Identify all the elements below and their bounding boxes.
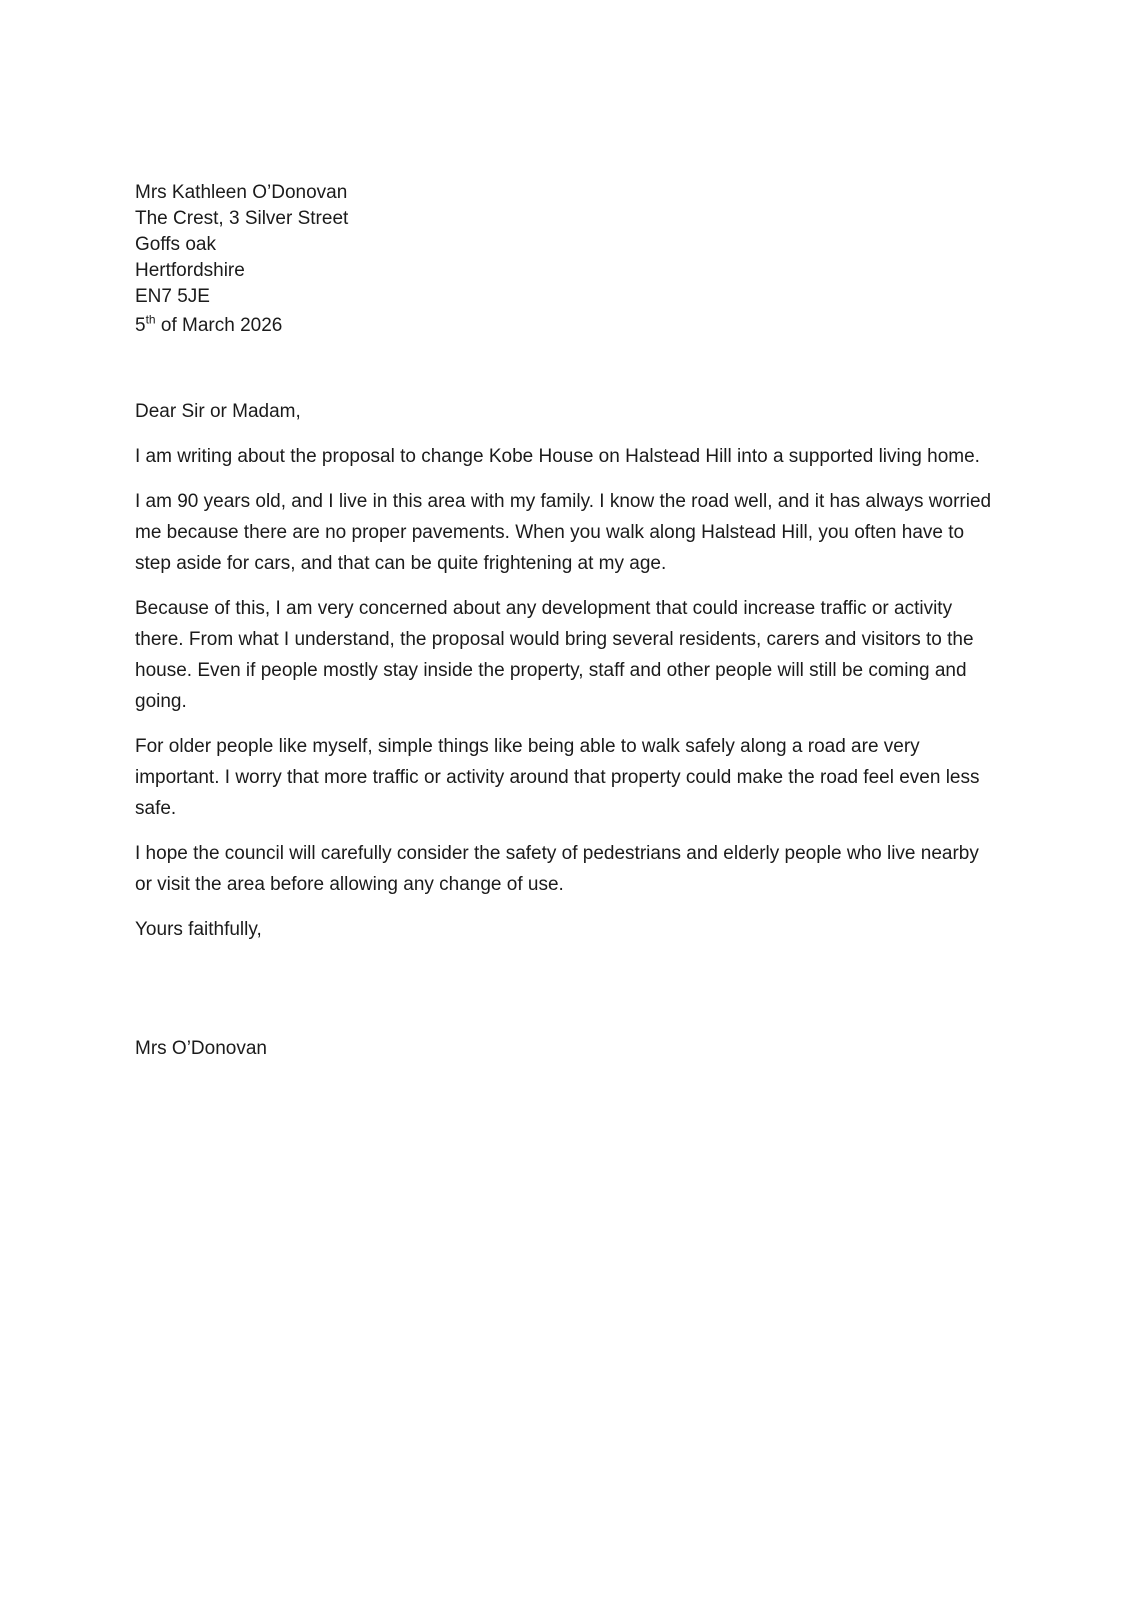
date-ordinal-suffix: th bbox=[145, 312, 156, 327]
sender-county: Hertfordshire bbox=[135, 260, 245, 281]
letter-content bbox=[135, 180, 997, 1064]
closing-phrase: Yours faithfully, bbox=[135, 919, 262, 940]
body-paragraph-1: I am writing about the proposal to change Kobe House on Halstead Hill into a supported living home. bbox=[135, 446, 980, 467]
body-paragraph-3: Because of this, I am very concerned about any development that could increase traffic or activity there. From what I understand, the proposal would bring several residents, carers and visitors to the house. Even if people mostly stay inside the property, staff and other people will still be coming and going. bbox=[135, 598, 974, 712]
body-paragraph-2: I am 90 years old, and I live in this area with my family. I know the road well, and it has always worried me because there are no proper pavements. When you walk along Halstead Hill, you often have to step aside for cars, and that can be quite frightening at my age. bbox=[135, 491, 992, 574]
sender-postcode: EN7 5JE bbox=[135, 286, 210, 307]
salutation: Dear Sir or Madam, bbox=[135, 401, 301, 422]
sender-address-block bbox=[135, 180, 997, 310]
signature-name: Mrs O’Donovan bbox=[135, 1038, 267, 1059]
letter-date bbox=[135, 312, 997, 340]
sender-town: Goffs oak bbox=[135, 234, 216, 255]
body-paragraph-5: I hope the council will carefully consider the safety of pedestrians and elderly people who live nearby or visit the area before allowing any change of use. bbox=[135, 843, 979, 895]
sender-street: The Crest, 3 Silver Street bbox=[135, 208, 349, 229]
date-rest: of March 2026 bbox=[155, 315, 283, 336]
body-paragraph-4: For older people like myself, simple things like being able to walk safely along a road are very important. I worry that more traffic or activity around that property could make the road feel even less safe. bbox=[135, 736, 980, 819]
date-day: 5 bbox=[135, 315, 146, 336]
sender-name: Mrs Kathleen O’Donovan bbox=[135, 182, 348, 203]
